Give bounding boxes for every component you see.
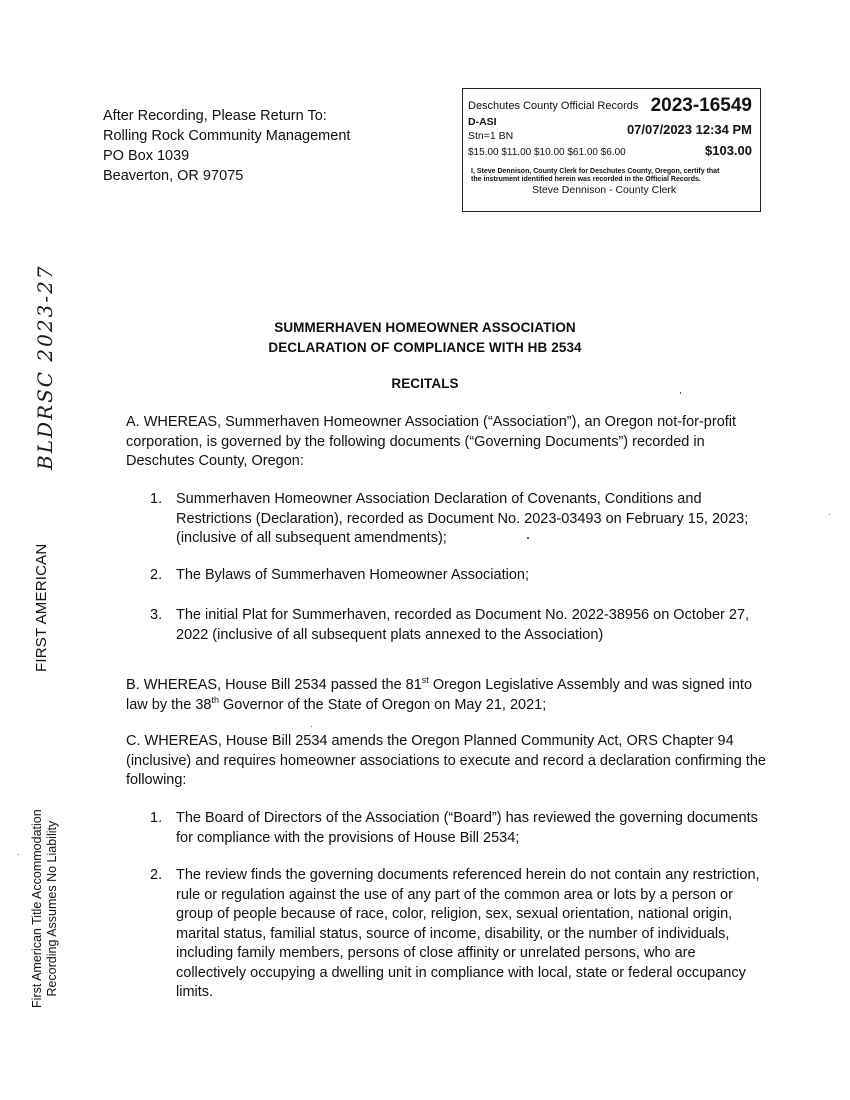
recitals-heading: RECITALS [391, 376, 459, 391]
margin-disclaimer [30, 809, 60, 1008]
document-subtitle: DECLARATION OF COMPLIANCE WITH HB 2534 [268, 340, 582, 355]
stamp-datetime: 07/07/2023 12:34 PM [626, 122, 752, 137]
stamp-total: $103.00 [705, 143, 752, 158]
list-item [150, 866, 760, 1003]
list-item-number: 2. [150, 867, 163, 883]
recital-b-ordinal-1: st [421, 675, 429, 686]
margin-handwritten-reference: BLDRSC 2023-27 [33, 264, 57, 470]
list-item [150, 566, 760, 586]
return-to-heading: After Recording, Please Return To: [103, 108, 327, 124]
list-item-number: 1. [150, 491, 163, 507]
recital-c: C. WHEREAS, House Bill 2534 amends the Oregon Planned Community Act, ORS Chapter 94 (inclusive) and requires homeowner associations to execute and record a declaration confirming the following: [126, 733, 766, 788]
stamp-code: D-ASI [468, 116, 497, 128]
list-item-text: The initial Plat for Summerhaven, recorded as Document No. 2022-38956 on October 27, 2022 (inclusive of all subsequent plats annexed to the Association) [176, 607, 750, 643]
stamp-office: Deschutes County Official Records [468, 100, 639, 112]
list-item-text: Summerhaven Homeowner Association Declaration of Covenants, Conditions and Restrictions (Declaration), recorded as Document No. 2023-03493 on February 15, 2023; (inclusive of all subsequent amendments); [176, 491, 749, 546]
list-item [150, 606, 760, 645]
recital-b-part1: B. WHEREAS, House Bill 2534 passed the 81 [126, 677, 422, 693]
document-title: SUMMERHAVEN HOMEOWNER ASSOCIATION [274, 320, 576, 335]
scan-speck [680, 392, 681, 394]
list-item [150, 809, 760, 848]
list-item-number: 3. [150, 607, 163, 623]
return-to-po-box: PO Box 1039 [103, 148, 190, 164]
recital-b-part2: Oregon Legislative Assembly and was signed into law by the 38 [126, 677, 753, 713]
list-item-number: 1. [150, 810, 163, 826]
margin-disclaimer-line1: First American Title Accommodation [30, 809, 44, 1008]
list-item-text: The review finds the governing documents referenced herein do not contain any restriction, rule or regulation against the use of any part of the common area or lots by a person or group of people because of race, color, religion, sex, sexual orientation, national origin, marital status, familial status, source of income, disability, or the number of individuals, including family members, persons of close affinity or unrelated persons, who are collectively occupying a dwelling unit in compliance with local, state or federal occupancy limits. [176, 867, 760, 1000]
margin-disclaimer-line2: Recording Assumes No Liability [45, 820, 59, 997]
return-to-address [103, 106, 350, 186]
stamp-document-number: 2023-16549 [650, 95, 752, 116]
recording-stamp [462, 88, 761, 212]
scan-speck [18, 854, 19, 855]
list-item-number: 2. [150, 567, 163, 583]
recital-b-part3: Governor of the State of Oregon on May 21, 2021; [218, 696, 547, 713]
list-item [150, 490, 760, 549]
recital-b-ordinal-2: th [211, 694, 219, 705]
return-to-company: Rolling Rock Community Management [103, 128, 351, 144]
stamp-clerk: Steve Dennison - County Clerk [532, 184, 677, 196]
stamp-station: Stn=1 BN [468, 130, 514, 142]
stamp-fees: $15.00 $11.00 $10.00 $61.00 $6.00 [468, 147, 626, 158]
margin-company-name: FIRST AMERICAN [33, 543, 50, 672]
return-to-city: Beaverton, OR 97075 [103, 168, 244, 184]
scan-speck [829, 514, 830, 515]
list-item-text: The Bylaws of Summerhaven Homeowner Association; [176, 567, 529, 583]
recital-a: A. WHEREAS, Summerhaven Homeowner Association (“Association”), an Oregon not-for-profit corporation, is governed by the following documents (“Governing Documents”) recorded in Deschutes County, Oregon: [126, 414, 737, 469]
list-item-text: The Board of Directors of the Association (“Board”) has reviewed the governing documents for compliance with the provisions of House Bill 2534; [176, 810, 758, 846]
scan-speck [527, 537, 529, 539]
scan-speck [311, 726, 312, 727]
stamp-certification: I, Steve Dennison, County Clerk for Deschutes County, Oregon, certify that the instrument identified herein was recorded in the Official Records. [471, 168, 720, 183]
recital-b [126, 676, 766, 715]
